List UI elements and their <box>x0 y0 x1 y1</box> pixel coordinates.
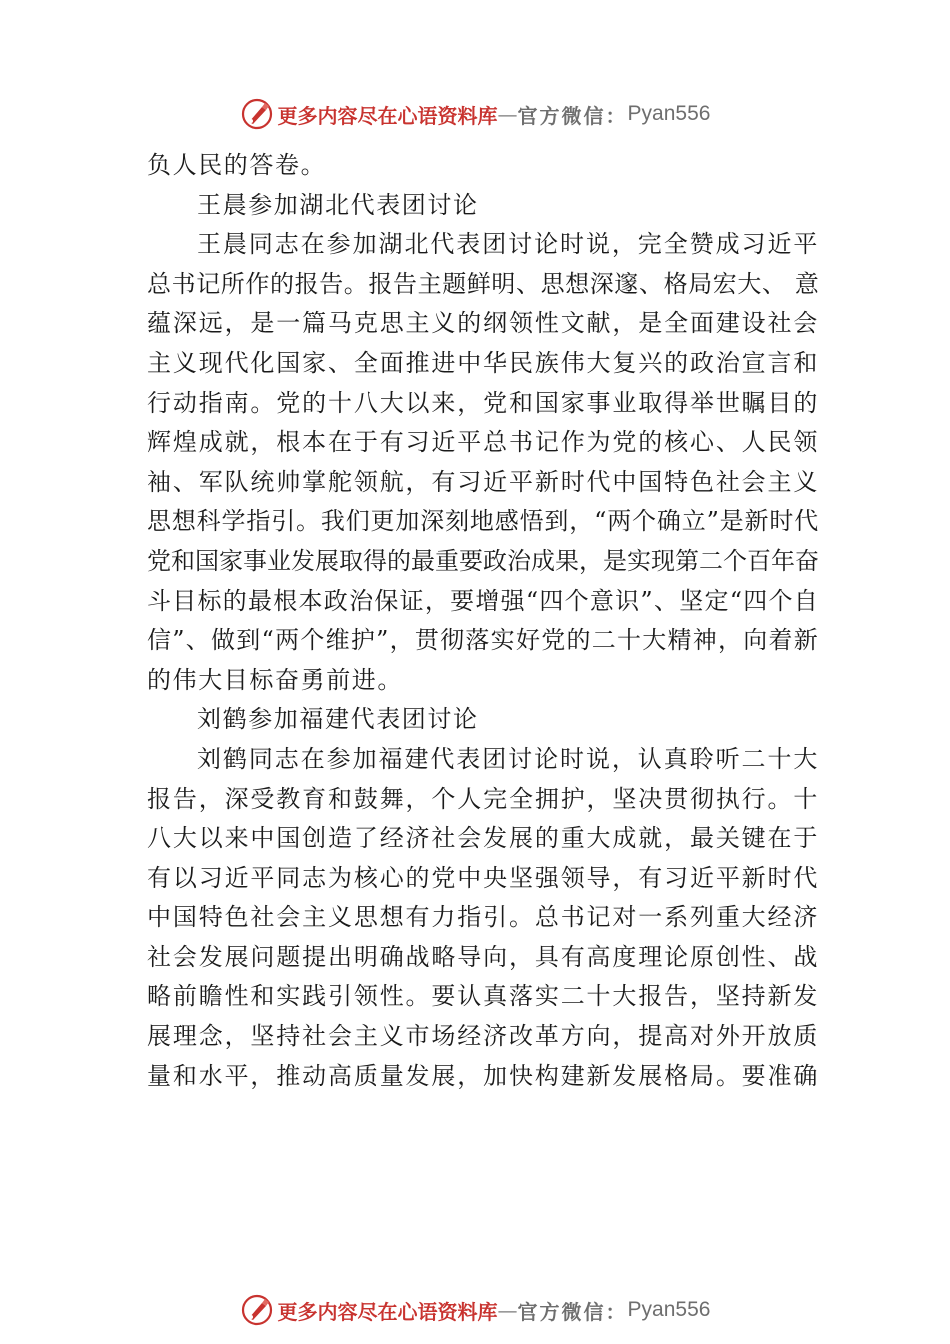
watermark-dash: — <box>497 102 518 126</box>
text-line: 社会发展问题提出明确战略导向，具有高度理论原创性、战 <box>147 942 819 971</box>
text-line: 思想科学指引。我们更加深刻地感悟到，“两个确立”是新时代 <box>147 507 819 536</box>
text-line: 展理念，坚持社会主义市场经济改革方向，提高对外开放质 <box>147 1022 819 1051</box>
text-line: 有以习近平同志为核心的党中央坚强领导，有习近平新时代 <box>147 863 819 892</box>
watermark-wechat-id: Pyan556 <box>627 1298 711 1321</box>
text-line: 信”、做到“两个维护”，贯彻落实好党的二十大精神，向着新 <box>147 626 819 655</box>
watermark-library-text: 更多内容尽在心语资料库 <box>277 103 498 128</box>
document-body <box>147 146 819 1096</box>
text-line: 量和水平，推动高质量发展，加快构建新发展格局。要准确 <box>147 1061 819 1090</box>
watermark-wechat-label: 官方微信： <box>517 103 628 128</box>
text-line: 王晨同志在参加湖北代表团讨论时说，完全赞成习近平 <box>197 230 819 259</box>
text-line: 报告，深受教育和鼓舞，个人完全拥护，坚决贯彻执行。十 <box>147 784 819 813</box>
text-line: 刘鹤同志在参加福建代表团讨论时说，认真聆听二十大 <box>197 744 819 773</box>
text-line: 中国特色社会主义思想有力指引。总书记对一系列重大经济 <box>147 903 819 932</box>
text-line: 行动指南。党的十八大以来，党和国家事业取得举世瞩目的 <box>147 388 819 417</box>
text-line: 的伟大目标奋勇前进。 <box>147 665 403 694</box>
watermark-wechat-id: Pyan556 <box>627 102 711 125</box>
watermark-dash: — <box>497 1298 518 1322</box>
pen-nib-logo-icon <box>240 1293 274 1327</box>
footer-watermark <box>0 1290 950 1330</box>
pen-nib-logo-icon <box>240 97 274 131</box>
watermark-library-text: 更多内容尽在心语资料库 <box>277 1299 498 1324</box>
text-line: 主义现代化国家、全面推进中华民族伟大复兴的政治宣言和 <box>147 348 819 377</box>
watermark-wechat-label: 官方微信： <box>517 1299 628 1324</box>
text-line: 袖、军队统帅掌舵领航，有习近平新时代中国特色社会主义 <box>147 467 819 496</box>
text-line: 斗目标的最根本政治保证，要增强“四个意识”、坚定“四个自 <box>147 586 819 615</box>
text-line: 略前瞻性和实践引领性。要认真落实二十大报告，坚持新发 <box>147 982 819 1011</box>
text-line: 党和国家事业发展取得的最重要政治成果，是实现第二个百年奋 <box>147 546 819 575</box>
text-line: 八大以来中国创造了经济社会发展的重大成就，最关键在于 <box>147 824 819 853</box>
text-line: 蕴深远，是一篇马克思主义的纲领性文献，是全面建设社会 <box>147 309 819 338</box>
text-line: 总书记所作的报告。报告主题鲜明、思想深邃、格局宏大、 意 <box>147 269 820 298</box>
text-line: 负人民的答卷。 <box>147 151 327 179</box>
section-heading-wangchen: 王晨参加湖北代表团讨论 <box>197 190 479 219</box>
header-watermark <box>0 94 950 134</box>
section-heading-liuhe: 刘鹤参加福建代表团讨论 <box>197 705 479 734</box>
text-line: 辉煌成就，根本在于有习近平总书记作为党的核心、人民领 <box>147 428 819 457</box>
